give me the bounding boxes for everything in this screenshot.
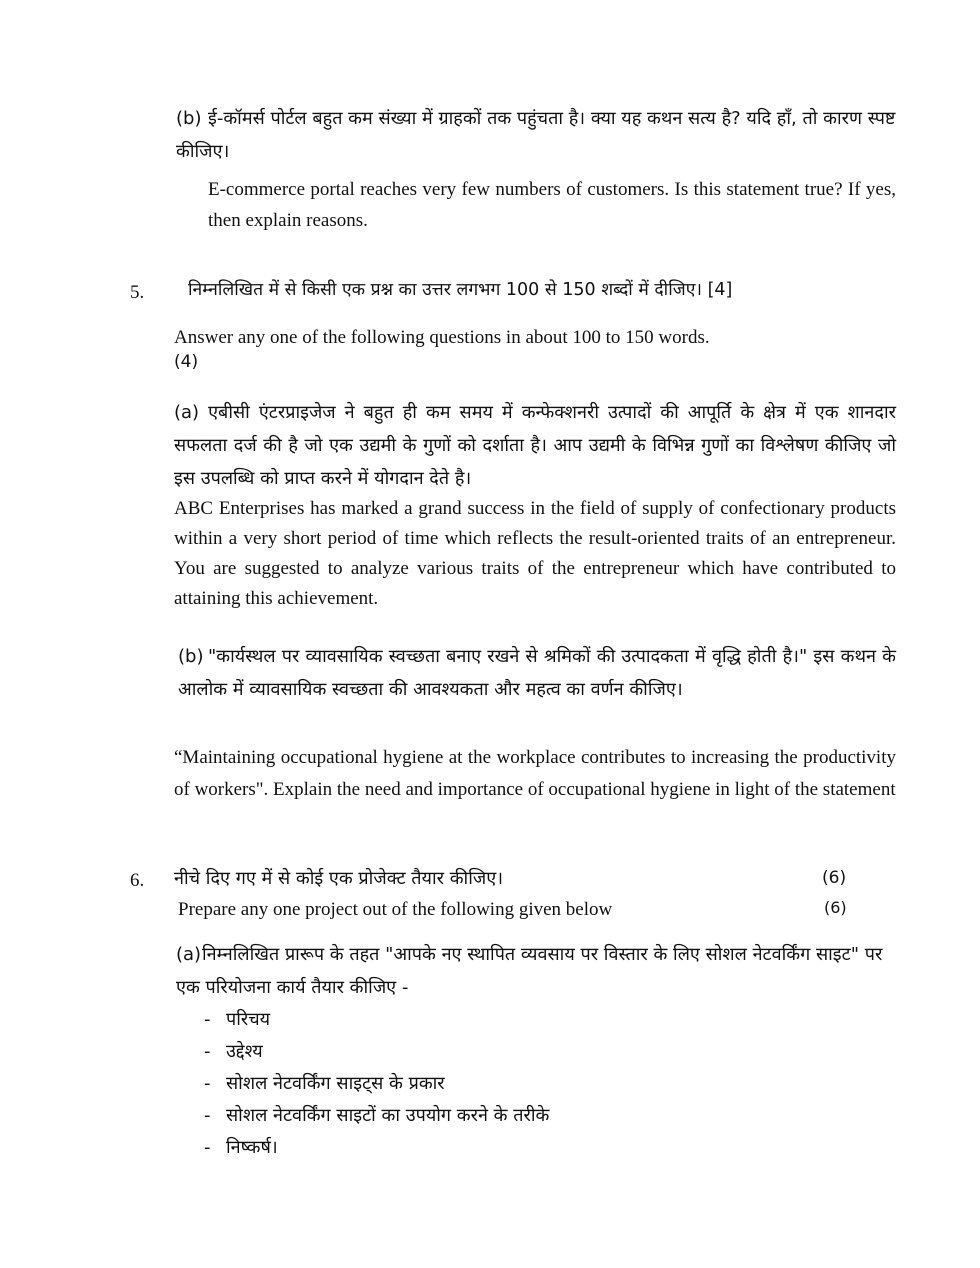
q6a-hindi-text: निम्नलिखित प्रारूप के तहत "आपके नए स्थापित व्यवसाय पर विस्तार के लिए सोशल नेटवर्किंग साइट" पर एक परियोजना कार्य तैयार कीजिए - — [176, 944, 883, 998]
q5b-english: “Maintaining occupational hygiene at the workplace contributes to increasing the productivity of workers". Explain the need and importance of occupational hygiene in light of the statement — [174, 747, 896, 800]
q5-number: 5. — [130, 282, 145, 303]
q5b-hindi — [178, 640, 896, 706]
q6-english-marks: (6) — [824, 898, 847, 917]
q4b-hindi — [176, 102, 896, 168]
q4b-label: (b) — [176, 108, 202, 129]
q4b-english: E-commerce portal reaches very few numbers of customers. Is this statement true? If yes, then explain reasons. — [208, 179, 896, 231]
q5a-english: ABC Enterprises has marked a grand success in the field of supply of confectionary products within a very short period of time which reflects the result-oriented traits of an entrepreneur. You are suggested to analyze various traits of the entrepreneur which have contributed to attaining this achievement. — [174, 498, 896, 609]
q5a-hindi — [174, 396, 896, 495]
list-item: - सोशल नेटवर्किंग साइटों का उपयोग करने के तरीके — [204, 1105, 550, 1126]
q5-english: Answer any one of the following questions in about 100 to 150 words. — [174, 327, 710, 348]
q5a-hindi-text: एबीसी एंटरप्राइजेज ने बहुत ही कम समय में कन्फेक्शनरी उत्पादों की आपूर्ति के क्षेत्र में एक शानदार सफलता दर्ज की है जो एक उद्यमी के गुणों को दर्शाता है। आप उद्यमी के विभिन्न गुणों का विश्लेषण कीजिए जो इस उपलब्धि को प्राप्त करने में योगदान देते है। — [174, 402, 896, 489]
list-item: - सोशल नेटवर्किंग साइट्स के प्रकार — [204, 1073, 445, 1094]
list-item: - परिचय — [204, 1009, 271, 1030]
q5-english-marks: (4) — [174, 352, 199, 372]
q6-number: 6. — [130, 870, 145, 891]
q5a-label: (a) — [174, 402, 200, 423]
q4b-hindi-text: ई-कॉमर्स पोर्टल बहुत कम संख्या में ग्राहकों तक पहुंचता है। क्या यह कथन सत्य है? यदि हाँ, तो कारण स्पष्ट कीजिए। — [176, 108, 896, 162]
list-item: - निष्कर्ष। — [204, 1137, 278, 1158]
q6a-bullet-list — [204, 1004, 804, 1164]
q5-hindi: निम्नलिखित में से किसी एक प्रश्न का उत्तर लगभग 100 से 150 शब्दों में दीजिए। [4] — [188, 280, 733, 300]
q6a-hindi — [176, 938, 896, 1004]
q6-hindi: नीचे दिए गए में से कोई एक प्रोजेक्ट तैयार कीजिए। — [174, 868, 504, 889]
q6-hindi-marks: (6) — [822, 868, 847, 888]
q5b-label: (b) — [178, 646, 204, 667]
list-item: - उद्देश्य — [204, 1041, 263, 1062]
q6a-label: (a) — [176, 944, 202, 965]
q6-english: Prepare any one project out of the following given below — [178, 899, 613, 920]
q5b-hindi-text: "कार्यस्थल पर व्यावसायिक स्वच्छता बनाए रखने से श्रमिकों की उत्पादकता में वृद्धि होती है।" इस कथन के आलोक में व्यावसायिक स्वच्छता की आवश्यकता और महत्व का वर्णन कीजिए। — [178, 646, 896, 700]
